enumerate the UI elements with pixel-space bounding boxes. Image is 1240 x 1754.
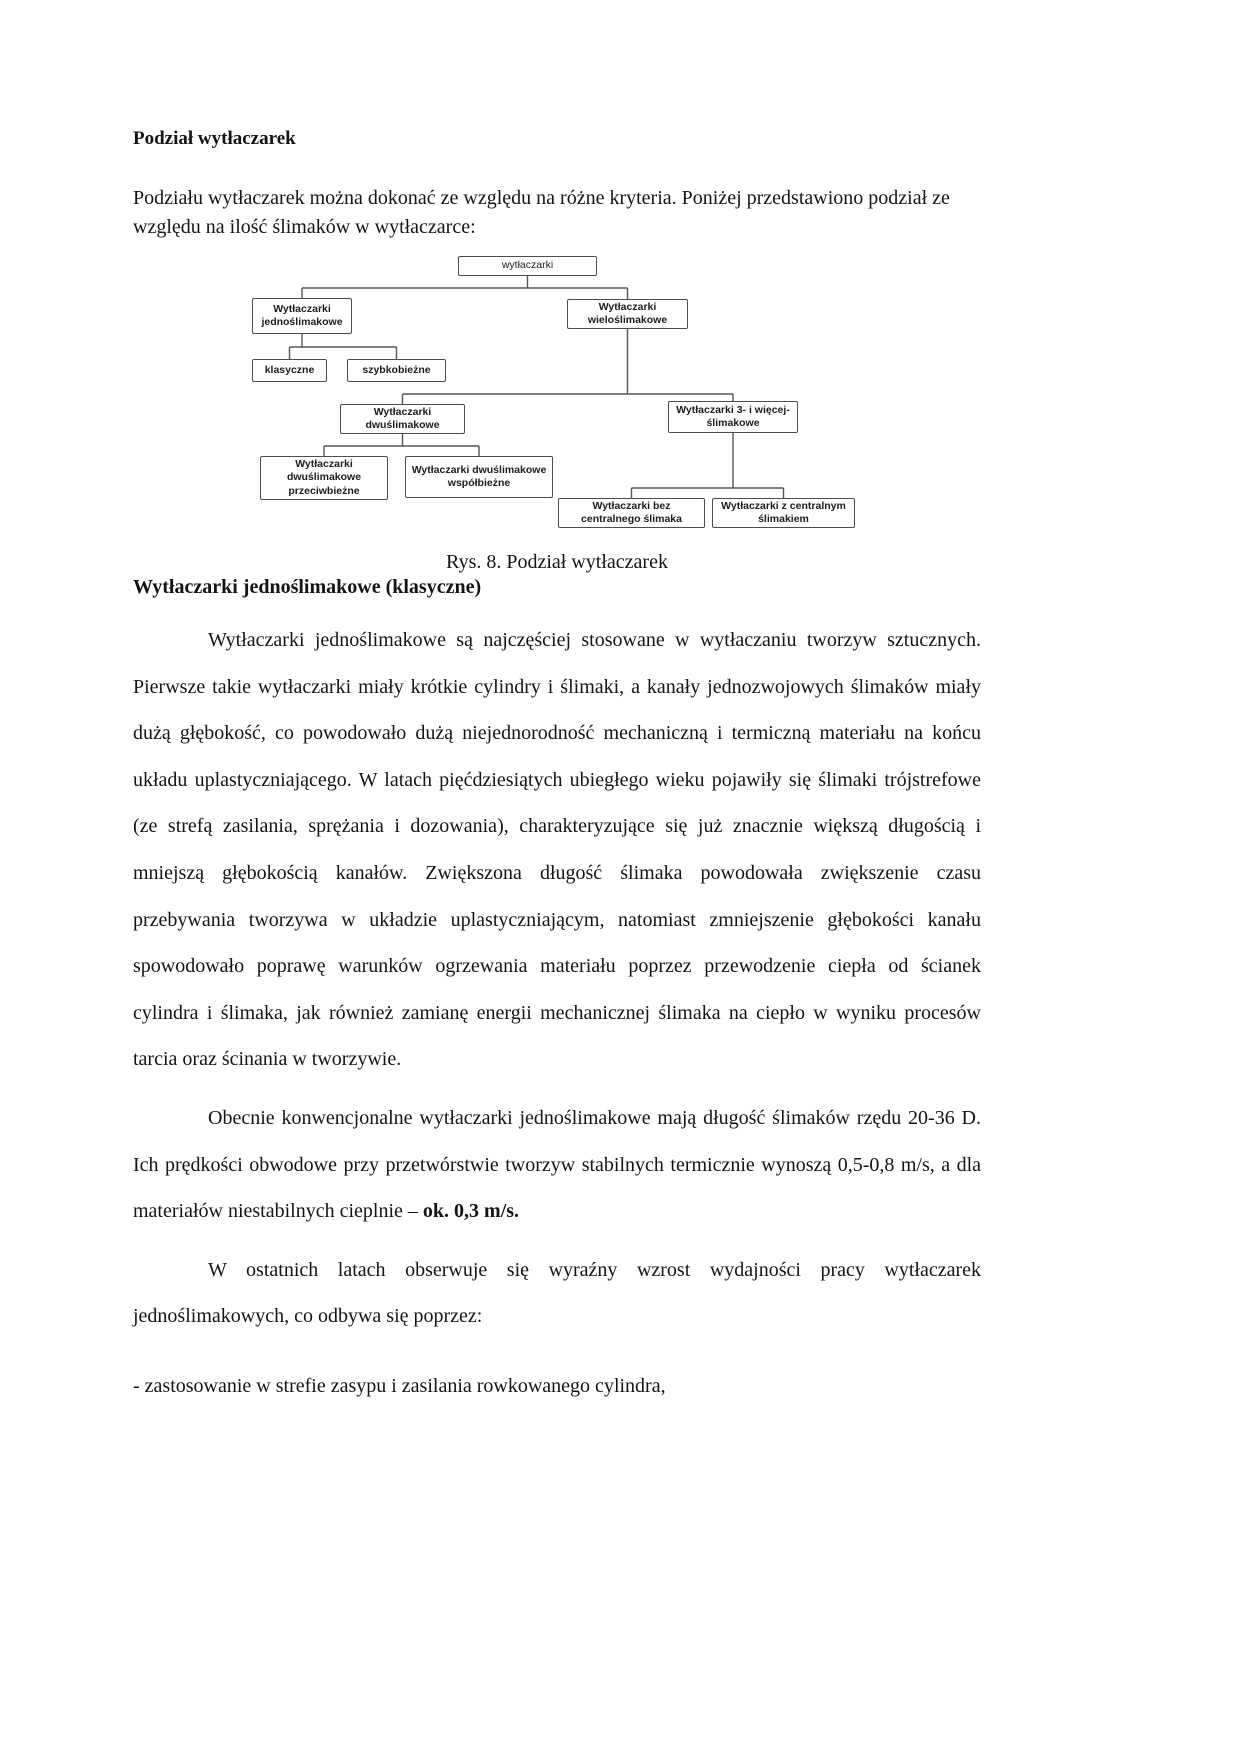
- intro-paragraph: Podziału wytłaczarek można dokonać ze względu na różne kryteria. Poniżej przedstawiono podział ze względu na ilość ślimaków w wytłaczarce:: [133, 187, 950, 238]
- diagram-node-wspolbiezne: Wytłaczarki dwuślimakowe współbieżne: [405, 456, 553, 498]
- diagram-node-trzy-i-wiecej-slimakowe: Wytłaczarki 3- i więcej-ślimakowe: [668, 401, 798, 433]
- extruder-classification-diagram: [133, 256, 981, 541]
- paragraph-2-text: Obecnie konwencjonalne wytłaczarki jednoślimakowe mają długość ślimaków rzędu 20-36 D. Ich prędkości obwodowe przy przetwórstwie tworzyw stabilnych termicznie wynoszą 0,5-0,8 m/s, a dla materiałów niestabilnych cieplnie –: [133, 1106, 981, 1223]
- paragraph-3: W ostatnich latach obserwuje się wyraźny wzrost wydajności pracy wytłaczarek jednoślimakowych, co odbywa się poprzez:: [133, 1258, 981, 1328]
- paragraph-2: [133, 1095, 981, 1235]
- diagram-node-wytlaczarki: wytłaczarki: [458, 256, 597, 276]
- diagram-node-dwuslimakowe: Wytłaczarki dwuślimakowe: [340, 404, 465, 434]
- bullet-item: - zastosowanie w strefie zasypu i zasilania rowkowanego cylindra,: [133, 1374, 666, 1397]
- page-title: Podział wytłaczarek: [133, 128, 296, 149]
- page-content: [133, 128, 981, 1401]
- figure-caption: Rys. 8. Podział wytłaczarek: [446, 551, 668, 573]
- diagram-node-klasyczne: klasyczne: [252, 359, 327, 382]
- paragraph-2-bold-value: ok. 0,3 m/s.: [422, 1200, 520, 1223]
- section-heading: Wytłaczarki jednoślimakowe (klasyczne): [133, 576, 482, 598]
- diagram-node-wieloslimakowe: Wytłaczarki wieloślimakowe: [567, 299, 688, 329]
- diagram-node-szybkobiezne: szybkobieżne: [347, 359, 446, 382]
- diagram-node-przeciwbiezne: Wytłaczarki dwuślimakowe przeciwbieżne: [260, 456, 388, 500]
- diagram-node-jednoslimakowe: Wytłaczarki jednoślimakowe: [252, 298, 352, 334]
- paragraph-1: Wytłaczarki jednoślimakowe są najczęściej stosowane w wytłaczaniu tworzyw sztucznych. Pierwsze takie wytłaczarki miały krótkie cylindry i ślimaki, a kanały jednozwojowych ślimaków miały dużą głębokość, co powodowało dużą niejednorodność mechaniczną i termiczną materiału na końcu układu uplastyczniającego. W latach pięćdziesiątych ubiegłego wieku pojawiły się ślimaki trójstrefowe (ze strefą zasilania, sprężania i dozowania), charakteryzujące się już znacznie większą długością i mniejszą głębokością kanałów. Zwiększona długość ślimaka powodowała zwiększenie czasu przebywania tworzywa w układzie uplastyczniającym, natomiast zmniejszenie głębokości kanału spowodowało poprawę warunków ogrzewania materiału poprzez przewodzenie ciepła od ścianek cylindra i ślimaka, jak również zamianę energii mechanicznej ślimaka na ciepło w wyniku procesów tarcia oraz ścinania w tworzywie.: [133, 629, 981, 1071]
- diagram-node-bez-centralnego-slimaka: Wytłaczarki bez centralnego ślimaka: [558, 498, 705, 528]
- diagram-node-z-centralnym-slimakiem: Wytłaczarki z centralnym ślimakiem: [712, 498, 855, 528]
